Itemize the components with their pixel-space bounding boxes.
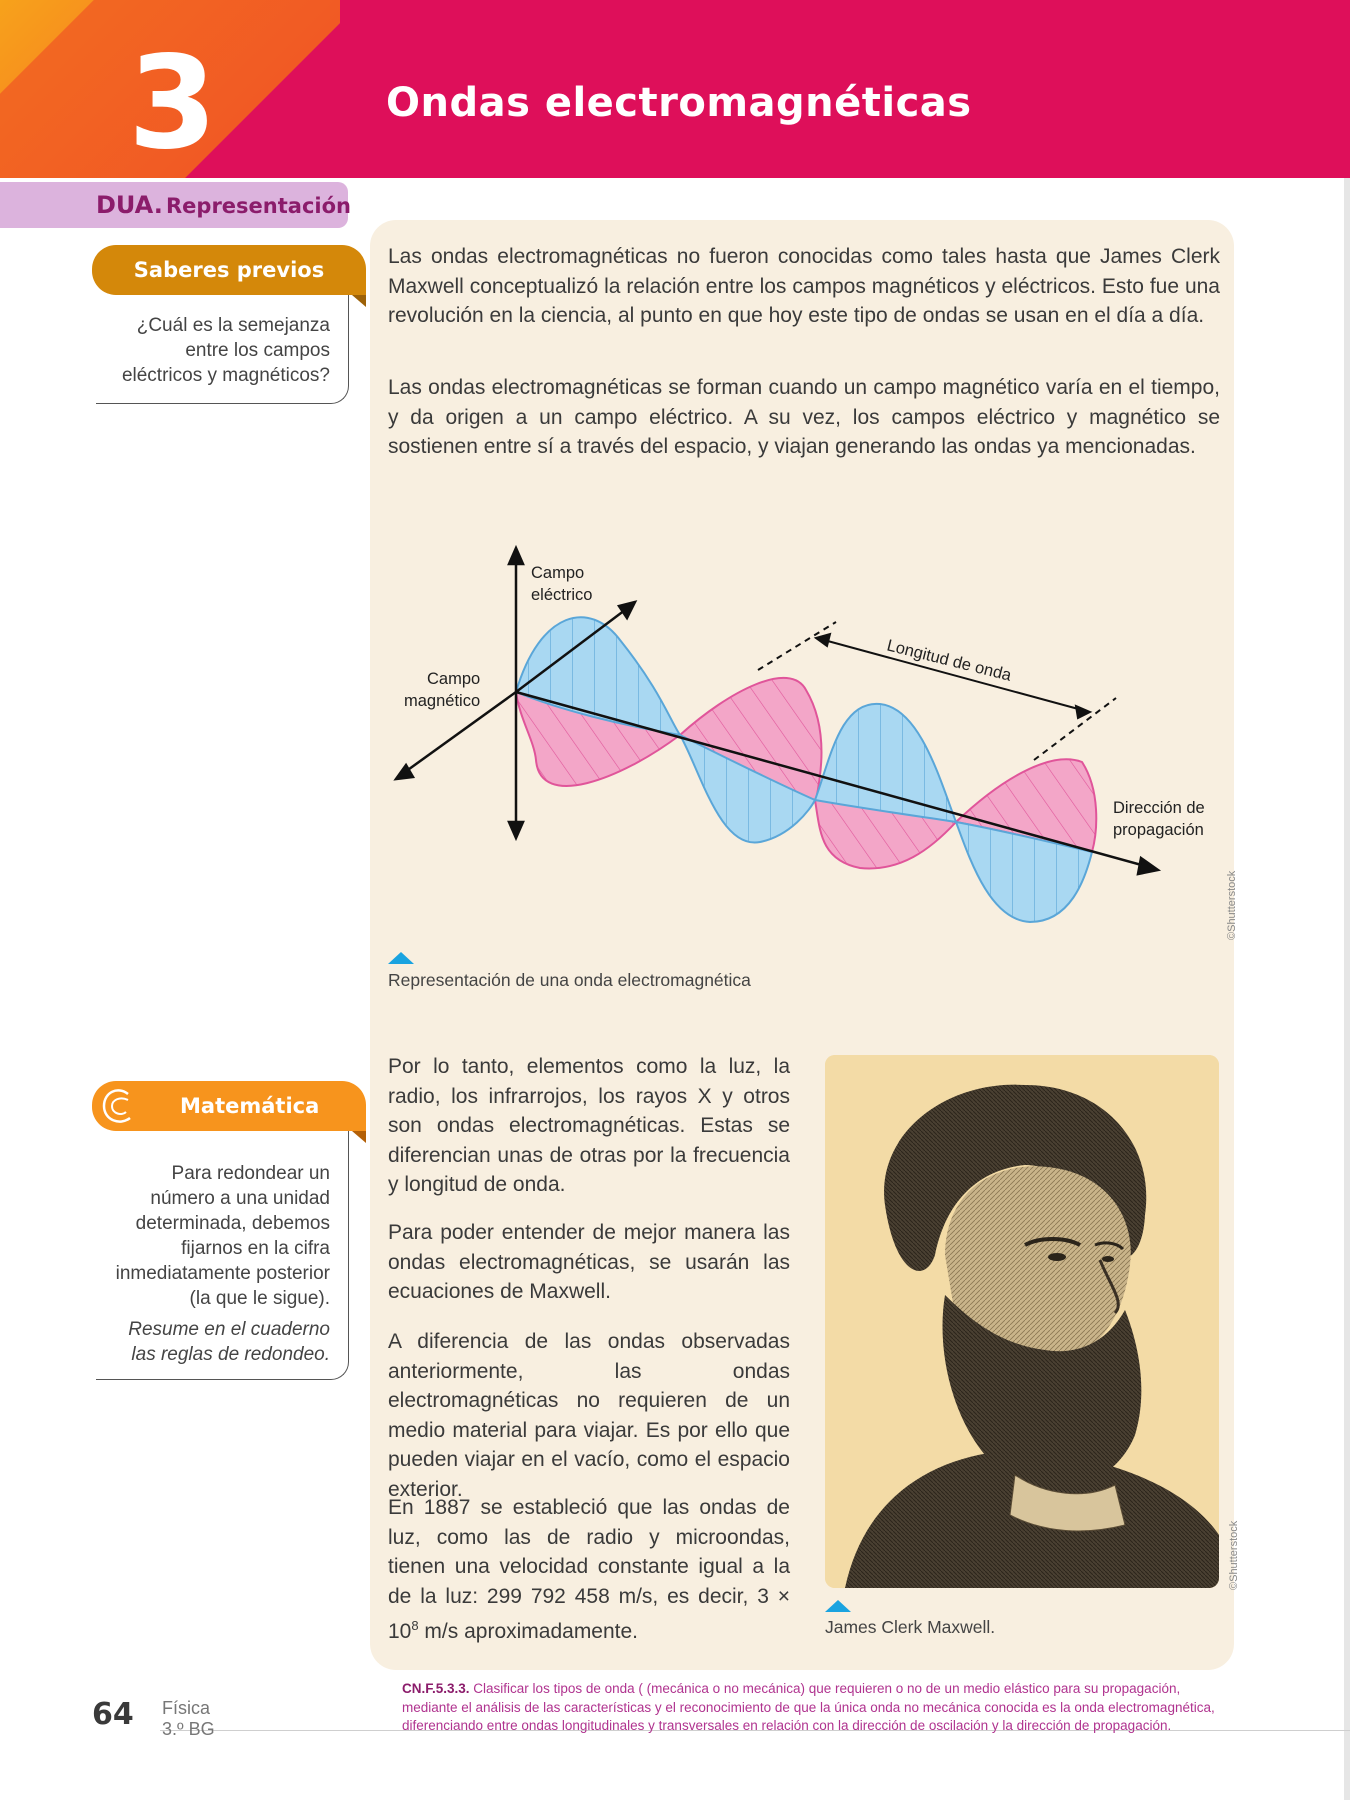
label-magnetic-field: magnético	[404, 692, 481, 710]
intro-paragraph-1: Las ondas electromagnéticas no fueron conocidas como tales hasta que James Clerk Maxwell conceptualizó la relación entre los campos magnéticos y eléctricos. Esto fue una revolución en la ciencia, al punto en que hoy este tipo de ondas se usan en el día a día.	[388, 245, 1220, 327]
subject-name: Física	[162, 1698, 211, 1718]
portrait-credit: ©Shutterstock	[1228, 1520, 1240, 1590]
caption-marker-icon	[388, 952, 414, 964]
body-paragraph-1: Por lo tanto, elementos como la luz, la radio, los infrarrojos, los rayos X y otros son ondas electromagnéticas. Estas se diferencian unas de otras por la frecuencia y longitud de onda.	[388, 1055, 790, 1196]
matematica-italic-line: Resume en el cuaderno	[128, 1319, 330, 1340]
matematica-line: (la que le sigue).	[189, 1288, 330, 1309]
label-electric-field: Campo	[531, 564, 585, 582]
matematica-line: determinada, debemos	[135, 1213, 330, 1234]
label-magnetic-field: Campo	[427, 670, 481, 688]
standard-code: CN.F.5.3.3.	[402, 1681, 470, 1696]
matematica-box	[96, 1131, 349, 1380]
label-wavelength: Longitud de onda	[885, 636, 1014, 685]
matematica-italic-line: las reglas de redondeo.	[131, 1344, 330, 1365]
matematica-line: inmediatamente posterior	[115, 1263, 330, 1284]
body-paragraph-4	[388, 1493, 790, 1647]
body-paragraph-3: A diferencia de las ondas observadas anteriormente, las ondas electromagnéticas no requieren de un medio material para viajar. Es por ello que pueden viajar en el vacío, como el espacio exterior.	[388, 1330, 790, 1501]
saberes-line: entre los campos	[185, 340, 330, 361]
saberes-line: eléctricos y magnéticos?	[121, 365, 330, 386]
matematica-tab	[92, 1081, 366, 1131]
curriculum-standard	[402, 1680, 1222, 1736]
diagram-caption: Representación de una onda electromagnética	[388, 970, 751, 990]
page-number: 64	[92, 1697, 134, 1732]
matematica-line: fijarnos en la cifra	[181, 1238, 330, 1259]
saberes-line: ¿Cuál es la semejanza	[136, 315, 330, 336]
label-electric-field: eléctrico	[531, 586, 593, 604]
saberes-previos-title: Saberes previos	[133, 258, 325, 282]
maxwell-portrait	[825, 1055, 1219, 1588]
subject-grade: 3.º BG	[162, 1719, 215, 1739]
portrait-illustration	[825, 1055, 1219, 1588]
chapter-title: Ondas electromagnéticas	[386, 80, 972, 126]
diagram-credit: ©Shutterstock	[1226, 870, 1238, 940]
portrait-caption: James Clerk Maxwell.	[825, 1617, 996, 1637]
matematica-line: Para redondear un	[171, 1163, 330, 1184]
label-propagation: Dirección de	[1113, 799, 1205, 817]
subject-label	[162, 1698, 215, 1740]
body-paragraph-4-b: m/s aproximadamente.	[418, 1620, 639, 1643]
caption-marker-icon	[825, 1600, 851, 1612]
body-paragraph-4-a: En 1887 se estableció que las ondas de luz, como las de radio y microondas, tienen una velocidad constante igual a la de la luz: 299 792 458 m/s, es decir, 3 × 10	[388, 1496, 790, 1643]
matematica-title: Matemática	[180, 1094, 320, 1118]
intro-paragraph-2: Las ondas electromagnéticas se forman cuando un campo magnético varía en el tiempo, y da origen a un campo eléctrico. A su vez, los campos eléctrico y magnético se sostienen entre sí a través del espacio, y viajan generando las ondas ya mencionadas.	[388, 376, 1220, 458]
body-paragraph-2: Para poder entender de mejor manera las ondas electromagnéticas, se usarán las ecuaciones de Maxwell.	[388, 1221, 790, 1303]
exponent: 8	[411, 1618, 419, 1633]
chapter-number: 3	[128, 29, 218, 178]
label-propagation: propagación	[1113, 821, 1204, 839]
matematica-line: número a una unidad	[150, 1188, 330, 1209]
dua-label: DUA.	[96, 191, 163, 219]
standard-text: Clasificar los tipos de onda ( (mecánica o no mecánica) que requieren o no de un medio elástico para su propagación, mediante el análisis de las características y el reconocimiento de que la única onda no mecánica conocida es la onda electromagnética, diferenciando entre ondas longitudinales y transversales en relación con la dirección de oscilación y la dirección de propagación.	[402, 1681, 1215, 1733]
dua-representation-label: Representación	[166, 194, 351, 218]
tab-fold	[352, 1131, 366, 1143]
hook-icon	[98, 1084, 138, 1128]
